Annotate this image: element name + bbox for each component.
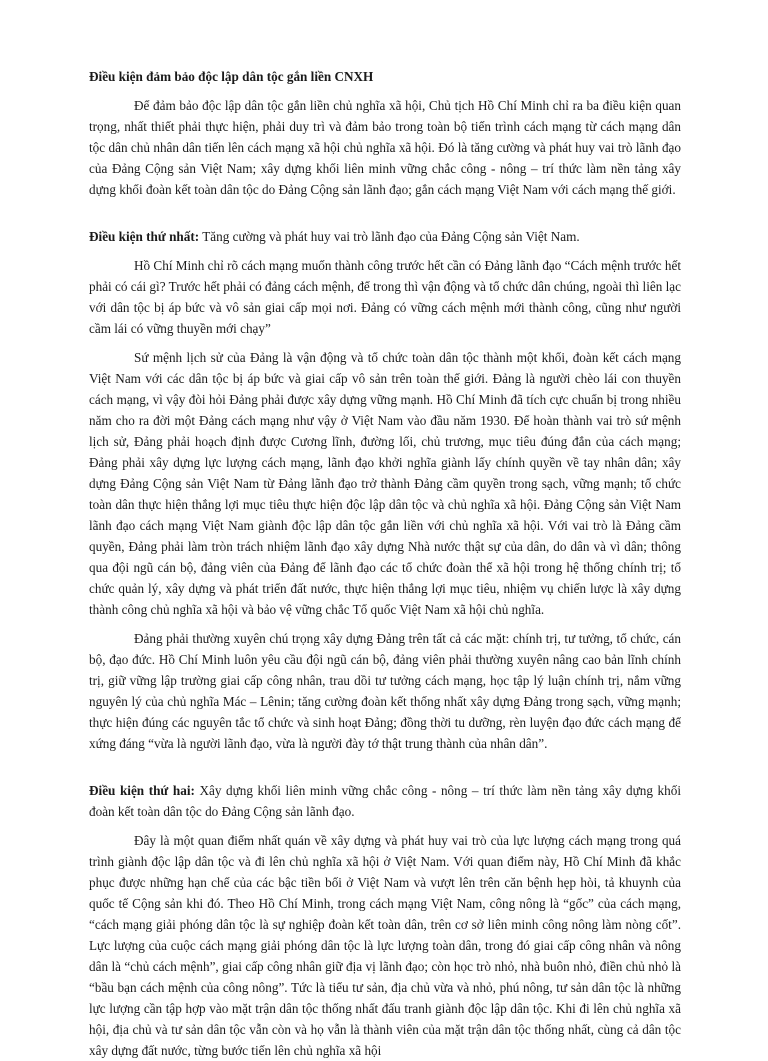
section2-paragraph-1: Đây là một quan điểm nhất quán về xây dựng và phát huy vai trò của lực lượng cách mạng trong quá trình giành độc lập dân tộc và đi lên chủ nghĩa xã hội ở Việt Nam. Với quan điểm này, Hồ Chí Minh đã khắc phục được những hạn chế của các bậc tiền bối ở Việt Nam và vượt lên trên căn bệnh hẹp hòi, tả khuynh của quốc tế Cộng sản khi đó. Theo Hồ Chí Minh, trong cách mạng Việt Nam, công nông là “gốc” của cách mạng, “cách mạng giải phóng dân tộc là sự nghiệp đoàn kết toàn dân, trên cơ sở liên minh công nông làm nòng cốt”. Lực lượng của cuộc cách mạng giải phóng dân tộc là lực lượng toàn dân, trong đó giai cấp công nhân và nông dân là “chủ cách mệnh”, giai cấp công nhân giữ địa vị lãnh đạo; còn học trò nhỏ, nhà buôn nhỏ, điền chủ nhỏ là “bầu bạn cách mệnh của công nông”. Tức là tiểu tư sản, địa chủ vừa và nhỏ, phú nông, tư sản dân tộc là những lực lượng cần tập hợp vào mặt trận dân tộc thống nhất đấu tranh giành độc lập dân tộc. Khi đi lên chủ nghĩa xã hội, địa chủ và tư sản dân tộc vẫn còn và họ vẫn là thành viên của mặt trận dân tộc thống nhất, cùng cả dân tộc xây dựng đất nước, từng bước tiến lên chủ nghĩa xã hội: [89, 833, 681, 1058]
section-heading-1: [89, 226, 681, 247]
section-heading-2: [89, 780, 681, 822]
section1-paragraph-3: Đảng phải thường xuyên chú trọng xây dựng Đảng trên tất cả các mặt: chính trị, tư tưởng, tổ chức, cán bộ, đạo đức. Hồ Chí Minh luôn yêu cầu đội ngũ cán bộ, đảng viên phải thường xuyên nâng cao bản lĩnh chính trị, giữ vững lập trường giai cấp công nhân, trau dồi tư tưởng cách mạng, học tập lý luận chính trị, nắm vững nguyên lý của chủ nghĩa Mác – Lênin; tăng cường đoàn kết thống nhất xây dựng Đảng trong sạch, vững mạnh; thực hiện đúng các nguyên tắc tổ chức và sinh hoạt Đảng; đồng thời tu dưỡng, rèn luyện đạo đức cách mạng để xứng đáng “vừa là người lãnh đạo, vừa là người đày tớ thật trung thành của nhân dân”.: [89, 631, 681, 751]
section1-paragraph-1: Hồ Chí Minh chỉ rõ cách mạng muốn thành công trước hết cần có Đảng lãnh đạo “Cách mệnh trước hết phải có cái gì? Trước hết phải có đảng cách mệnh, để trong thì vận động và tổ chức dân chúng, ngoài thì liên lạc với dân tộc bị áp bức và vô sản giai cấp mọi nơi. Đảng có vững cách mệnh mới thành công, cũng như người cầm lái có vững thuyền mới chạy”: [89, 258, 681, 336]
section-lead-1: Điều kiện thứ nhất:: [89, 229, 200, 244]
section1-paragraph-2: Sứ mệnh lịch sử của Đảng là vận động và tổ chức toàn dân tộc thành một khối, đoàn kết cách mạng Việt Nam với các dân tộc bị áp bức và giai cấp vô sản trên toàn thế giới. Đảng là người chèo lái con thuyền cách mạng, vì vậy đòi hỏi Đảng phải được xây dựng vững mạnh. Hồ Chí Minh đã tích cực chuẩn bị trong nhiều năm cho ra đời một Đảng cách mạng như vậy ở Việt Nam vào đầu năm 1930. Để hoàn thành vai trò sứ mệnh lịch sử, Đảng phải hoạch định được Cương lĩnh, đường lối, chủ trương, mục tiêu đúng đắn của cách mạng; Đảng phải xây dựng lực lượng cách mạng, lãnh đạo khởi nghĩa giành lấy chính quyền về tay nhân dân; xây dựng Đảng Cộng sản Việt Nam từ Đảng lãnh đạo trở thành Đảng cầm quyền trong sạch, vững mạnh; tổ chức toàn dân thực hiện thắng lợi mục tiêu thực hiện độc lập dân tộc và chủ nghĩa xã hội. Đảng Cộng sản Việt Nam lãnh đạo cách mạng Việt Nam giành độc lập dân tộc gắn liền với chủ nghĩa xã hội. Với vai trò là Đảng cầm quyền, Đảng phải làm tròn trách nhiệm lãnh đạo xây dựng Nhà nước thật sự của dân, do dân và vì dân; thông qua đội ngũ cán bộ, đảng viên của Đảng để lãnh đạo các tổ chức đoàn thể xã hội trong hệ thống chính trị; tổ chức quản lý, xây dựng và phát triển đất nước, thực hiện thắng lợi mục tiêu, nhiệm vụ chiến lược là xây dựng thành công chủ nghĩa xã hội và bảo vệ vững chắc Tổ quốc Việt Nam xã hội chủ nghĩa.: [89, 350, 681, 617]
document-page: [89, 66, 681, 1061]
intro-paragraph: Để đảm bảo độc lập dân tộc gắn liền chủ nghĩa xã hội, Chủ tịch Hồ Chí Minh chỉ ra ba điều kiện quan trọng, nhất thiết phải thực hiện, phải duy trì và đảm bảo trong toàn bộ tiến trình cách mạng từ cách mạng dân tộc dân chủ nhân dân tiến lên cách mạng xã hội chủ nghĩa xã hội. Đó là tăng cường và phát huy vai trò lãnh đạo của Đảng Cộng sản Việt Nam; xây dựng khối liên minh vững chắc công - nông – trí thức làm nền tảng xây dựng khối đoàn kết toàn dân tộc do Đảng Cộng sản lãnh đạo; gắn cách mạng Việt Nam với cách mạng thế giới.: [89, 98, 681, 197]
section-lead-2: Điều kiện thứ hai:: [89, 783, 195, 798]
section-heading-text-2: Xây dựng khối liên minh vững chắc công - nông – trí thức làm nền tảng xây dựng khối đoàn kết toàn dân tộc do Đảng Cộng sản lãnh đạo.: [89, 783, 682, 819]
section-heading-text-1: Tăng cường và phát huy vai trò lãnh đạo của Đảng Cộng sản Việt Nam.: [199, 229, 580, 244]
document-title: Điều kiện đảm bảo độc lập dân tộc gắn liền CNXH: [89, 69, 374, 84]
